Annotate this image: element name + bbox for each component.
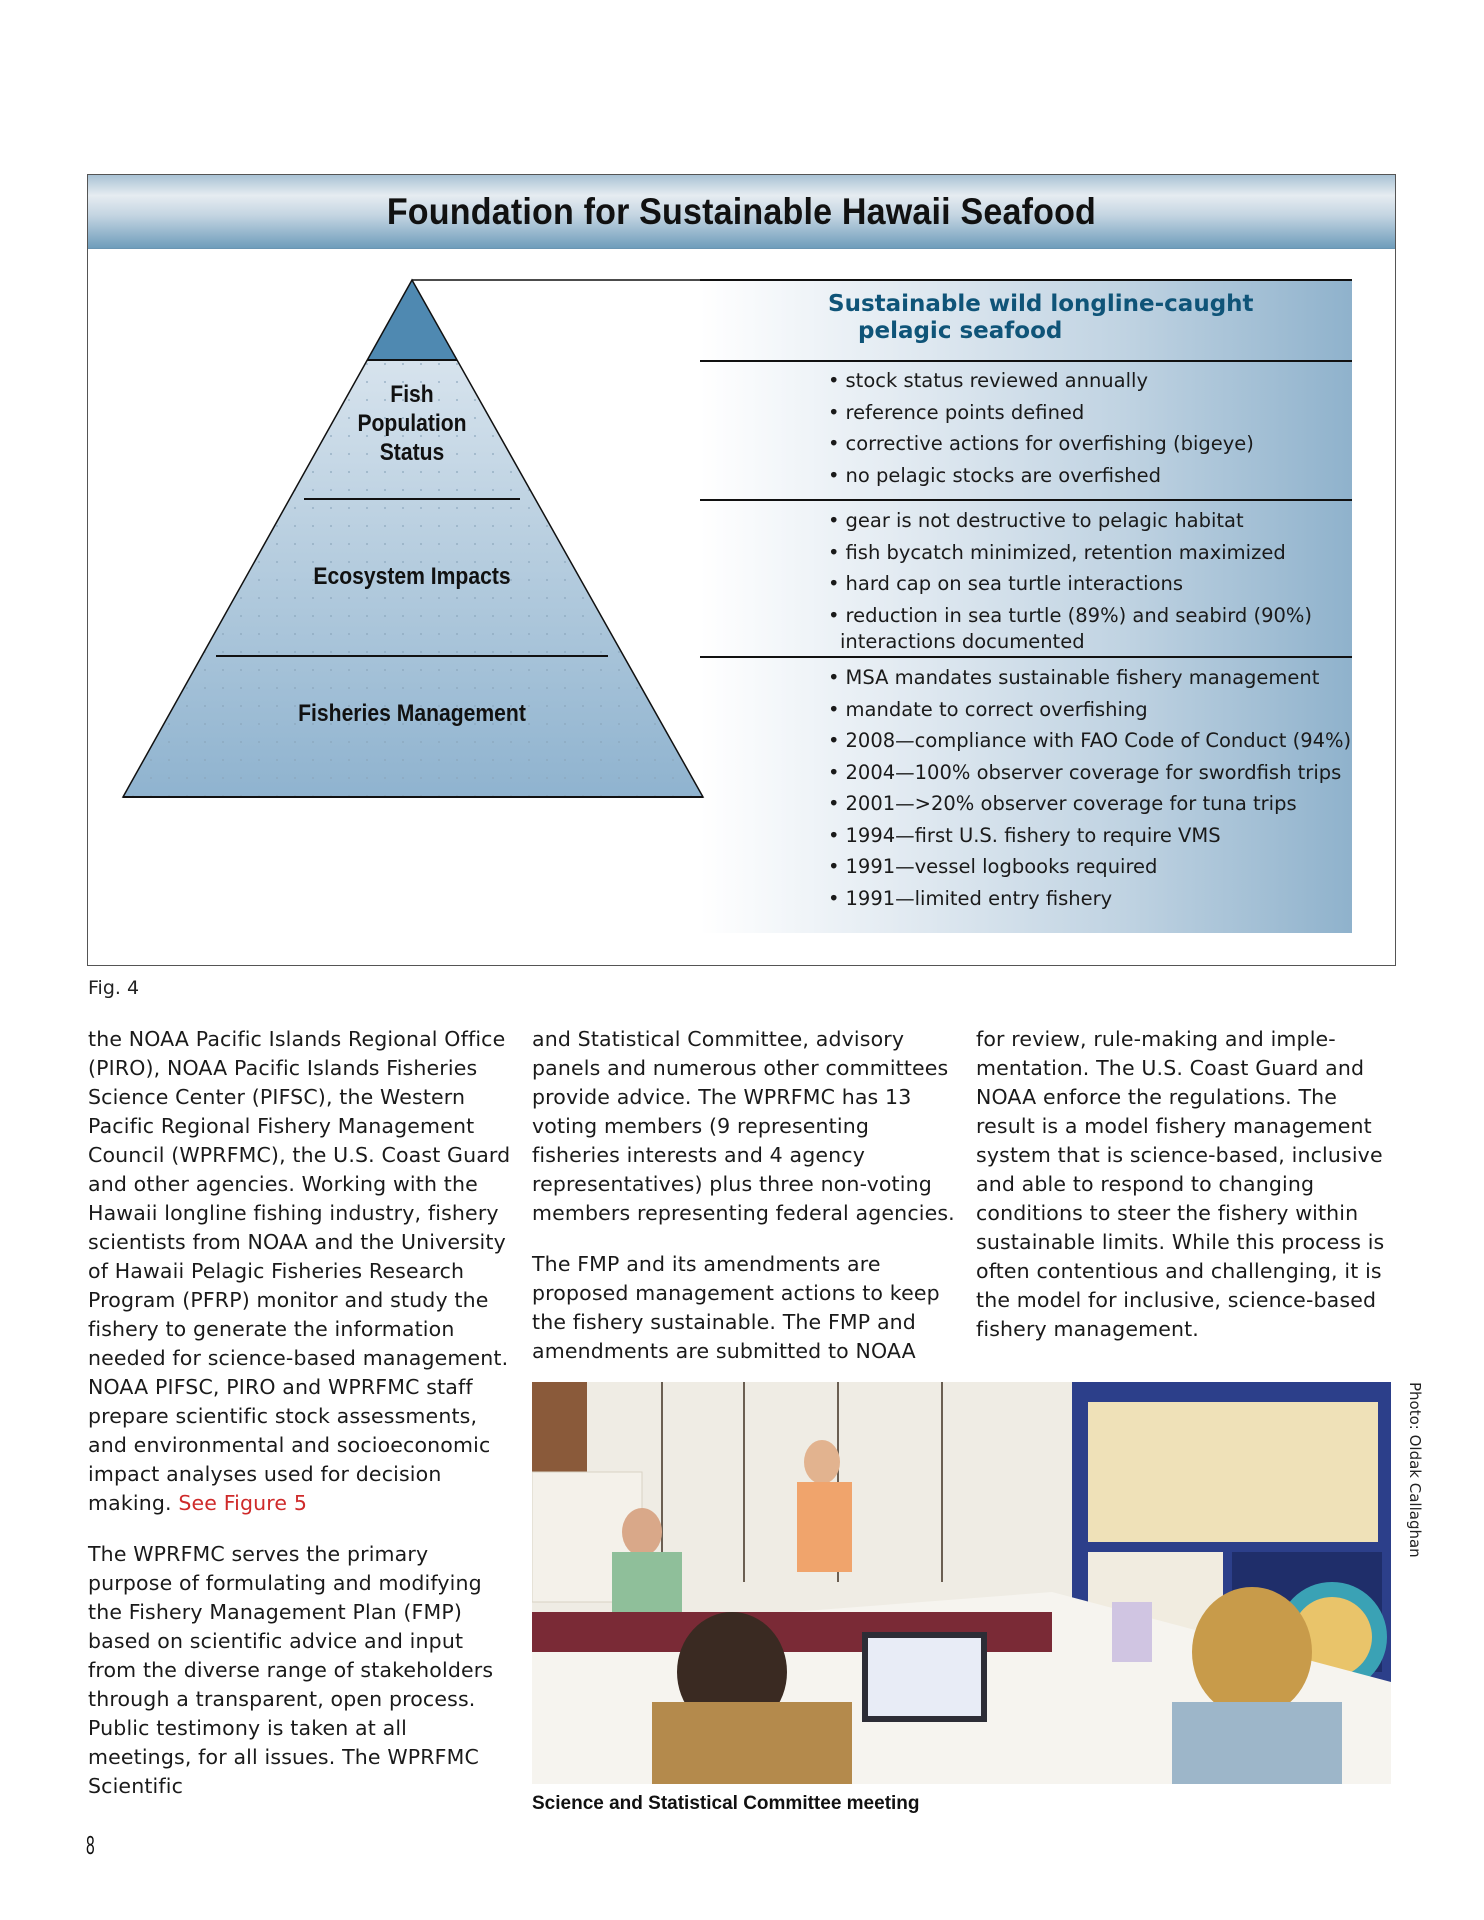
panel-heading-line1: Sustainable wild longline-caught <box>828 291 1254 317</box>
list-item: • 2008—compliance with FAO Code of Conduct (94%) <box>828 725 1351 757</box>
text-column-3 <box>976 1025 1401 1366</box>
photo-caption: Science and Statistical Committee meeting <box>532 1793 920 1814</box>
photo-credit: Photo: Oldak Callaghan <box>1406 1382 1424 1558</box>
list-item: • hard cap on sea turtle interactions <box>828 568 1312 600</box>
pyramid-level-ecosystem-impacts: Ecosystem Impacts <box>313 563 511 590</box>
paragraph-text: the NOAA Pacific Islands Regional Office (PIRO), NOAA Pacific Islands Fisheries Science Center (PIFSC), the Western Pacific Regional Fishery Management Council (WPRFMC), the U.S. Coast Guard and other agencies. Working with the Hawaii longline fishing industry, fishery scientists from NOAA and the University of Hawaii Pelagic Fisheries Research Program (PFRP) monitor and study the fishery to generate the information needed for science-based management. NOAA PIFSC, PIRO and WPRFMC staff prepare scientific stock assessments, and environmental and socioeconomic impact analyses used for decision making. <box>88 1027 511 1515</box>
meeting-photo-illustration <box>532 1382 1391 1784</box>
pyramid-level-fish-population-status <box>333 380 491 467</box>
text-column-1 <box>88 1025 513 1823</box>
page-number: 8 <box>86 1830 95 1860</box>
list-item: • reference points defined <box>828 397 1254 429</box>
list-item: • reduction in sea turtle (89%) and seabird (90%) <box>828 600 1312 632</box>
paragraph: The FMP and its amendments are proposed management actions to keep the fishery sustainable. The FMP and amendments are submitted to NOAA <box>532 1252 940 1363</box>
paragraph: for review, rule-making and imple-mentation. The U.S. Coast Guard and NOAA enforce the regulations. The result is a model fishery management system that is science-based, inclusive and able to respond to changing conditions to steer the fishery within sustainable limits. While this process is often contentious and challenging, it is the model for inclusive, science-based fishery management. <box>976 1027 1385 1341</box>
label-line: Fish <box>390 381 434 408</box>
list-item: • MSA mandates sustainable fishery management <box>828 662 1351 694</box>
see-figure-5-link[interactable]: See Figure 5 <box>178 1491 308 1515</box>
paragraph <box>88 1025 513 1518</box>
list-item: • 2001—>20% observer coverage for tuna trips <box>828 788 1351 820</box>
list-item-continuation: interactions documented <box>840 630 1085 653</box>
list-item: • gear is not destructive to pelagic habitat <box>828 505 1312 537</box>
paragraph: The WPRFMC serves the primary purpose of formulating and modifying the Fishery Management Plan (FMP) based on scientific advice and input from the diverse range of stakeholders through a transparent, open process. Public testimony is taken at all meetings, for all issues. The WPRFMC Scientific <box>88 1542 494 1798</box>
list-item: • mandate to correct overfishing <box>828 694 1351 726</box>
list-item: • stock status reviewed annually <box>828 365 1254 397</box>
list-item: • 1991—vessel logbooks required <box>828 851 1351 883</box>
figure-caption: Fig. 4 <box>88 977 140 999</box>
text-column-2 <box>532 1025 957 1388</box>
list-item: • no pelagic stocks are overfished <box>828 460 1254 492</box>
panel-heading-line2: pelagic seafood <box>858 318 1063 344</box>
list-item: • corrective actions for overfishing (bigeye) <box>828 428 1254 460</box>
list-item: • fish bycatch minimized, retention maximized <box>828 537 1312 569</box>
list-item: • 1991—limited entry fishery <box>828 883 1351 915</box>
list-item: • 1994—first U.S. fishery to require VMS <box>828 820 1351 852</box>
list-item: • 2004—100% observer coverage for swordfish trips <box>828 757 1351 789</box>
figure-foundation-pyramid <box>87 174 1396 966</box>
label-line: Status <box>379 439 445 466</box>
pyramid-level-fisheries-management: Fisheries Management <box>298 700 526 727</box>
label-line: Population <box>357 410 467 437</box>
meeting-photo <box>532 1382 1391 1784</box>
figure-title: Foundation for Sustainable Hawaii Seafood <box>386 190 1097 232</box>
paragraph: and Statistical Committee, advisory panels and numerous other committees provide advice. The WPRFMC has 13 voting members (9 representing fisheries interests and 4 agency representatives) plus three non-voting members representing federal agencies. <box>532 1027 955 1225</box>
